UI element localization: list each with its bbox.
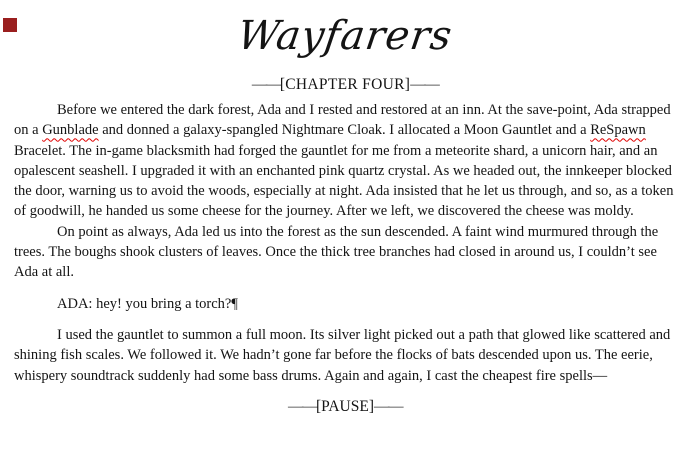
paragraph bbox=[14, 294, 676, 314]
text-run: Bracelet. The in-game blacksmith had forged the gauntlet for me from a meteorite shard, a unicorn hair, and an opalescent seashell. I upgraded it with an enchanted pink quartz crystal. As we headed out, the innkeeper blocked the door, warning us to avoid the woods, especially at night. Ada insisted that he let us through, and so, as a token of goodwill, he handed us some cheese for the journey. After we left, we discovered the cheese was moldy. bbox=[14, 142, 674, 220]
paragraph bbox=[14, 222, 676, 283]
pause-dash-left: —— bbox=[288, 397, 316, 415]
chapter-dash-right: —— bbox=[410, 76, 439, 93]
pause-heading-label: [PAUSE] bbox=[316, 397, 374, 415]
text-run: and donned a galaxy-spangled Nightmare Cloak. I allocated a Moon Gauntlet and a bbox=[98, 122, 591, 139]
pause-dash-right: —— bbox=[374, 397, 402, 415]
misspelled-word: ReSpawn bbox=[590, 122, 646, 139]
body-text bbox=[14, 100, 676, 386]
paragraph bbox=[14, 325, 676, 386]
chapter-heading bbox=[14, 76, 676, 94]
document-title: Wayfarers bbox=[234, 13, 456, 59]
text-run: I used the gauntlet to summon a full moon. Its silver light picked out a path that glowed like scattered and shining fish scales. We followed it. We hadn’t gone far before the flocks of bats descended upon us. The eerie, whispery soundtrack suddenly had some bass drums. Again and again, I cast the cheapest fire spells— bbox=[14, 326, 671, 384]
text-run: On point as always, Ada led us into the forest as the sun descended. A faint wind murmured through the trees. The boughs shook clusters of leaves. Once the thick tree branches had closed in around us, I couldn’t see Ada at all. bbox=[14, 223, 659, 281]
chapter-heading-label: [CHAPTER FOUR] bbox=[279, 76, 411, 93]
text-run: ADA: hey! you bring a torch? bbox=[57, 295, 232, 312]
paragraph bbox=[14, 100, 676, 222]
pause-heading bbox=[14, 398, 676, 416]
chapter-dash-left: —— bbox=[251, 76, 280, 93]
misspelled-word: Gunblade bbox=[42, 122, 99, 139]
pilcrow-mark: ¶ bbox=[231, 295, 238, 312]
text-run: Before we entered the dark forest, Ada and I rested and restored at an inn. At the save-point, Ada strapped on a bbox=[14, 102, 671, 139]
manuscript-page bbox=[0, 8, 690, 462]
